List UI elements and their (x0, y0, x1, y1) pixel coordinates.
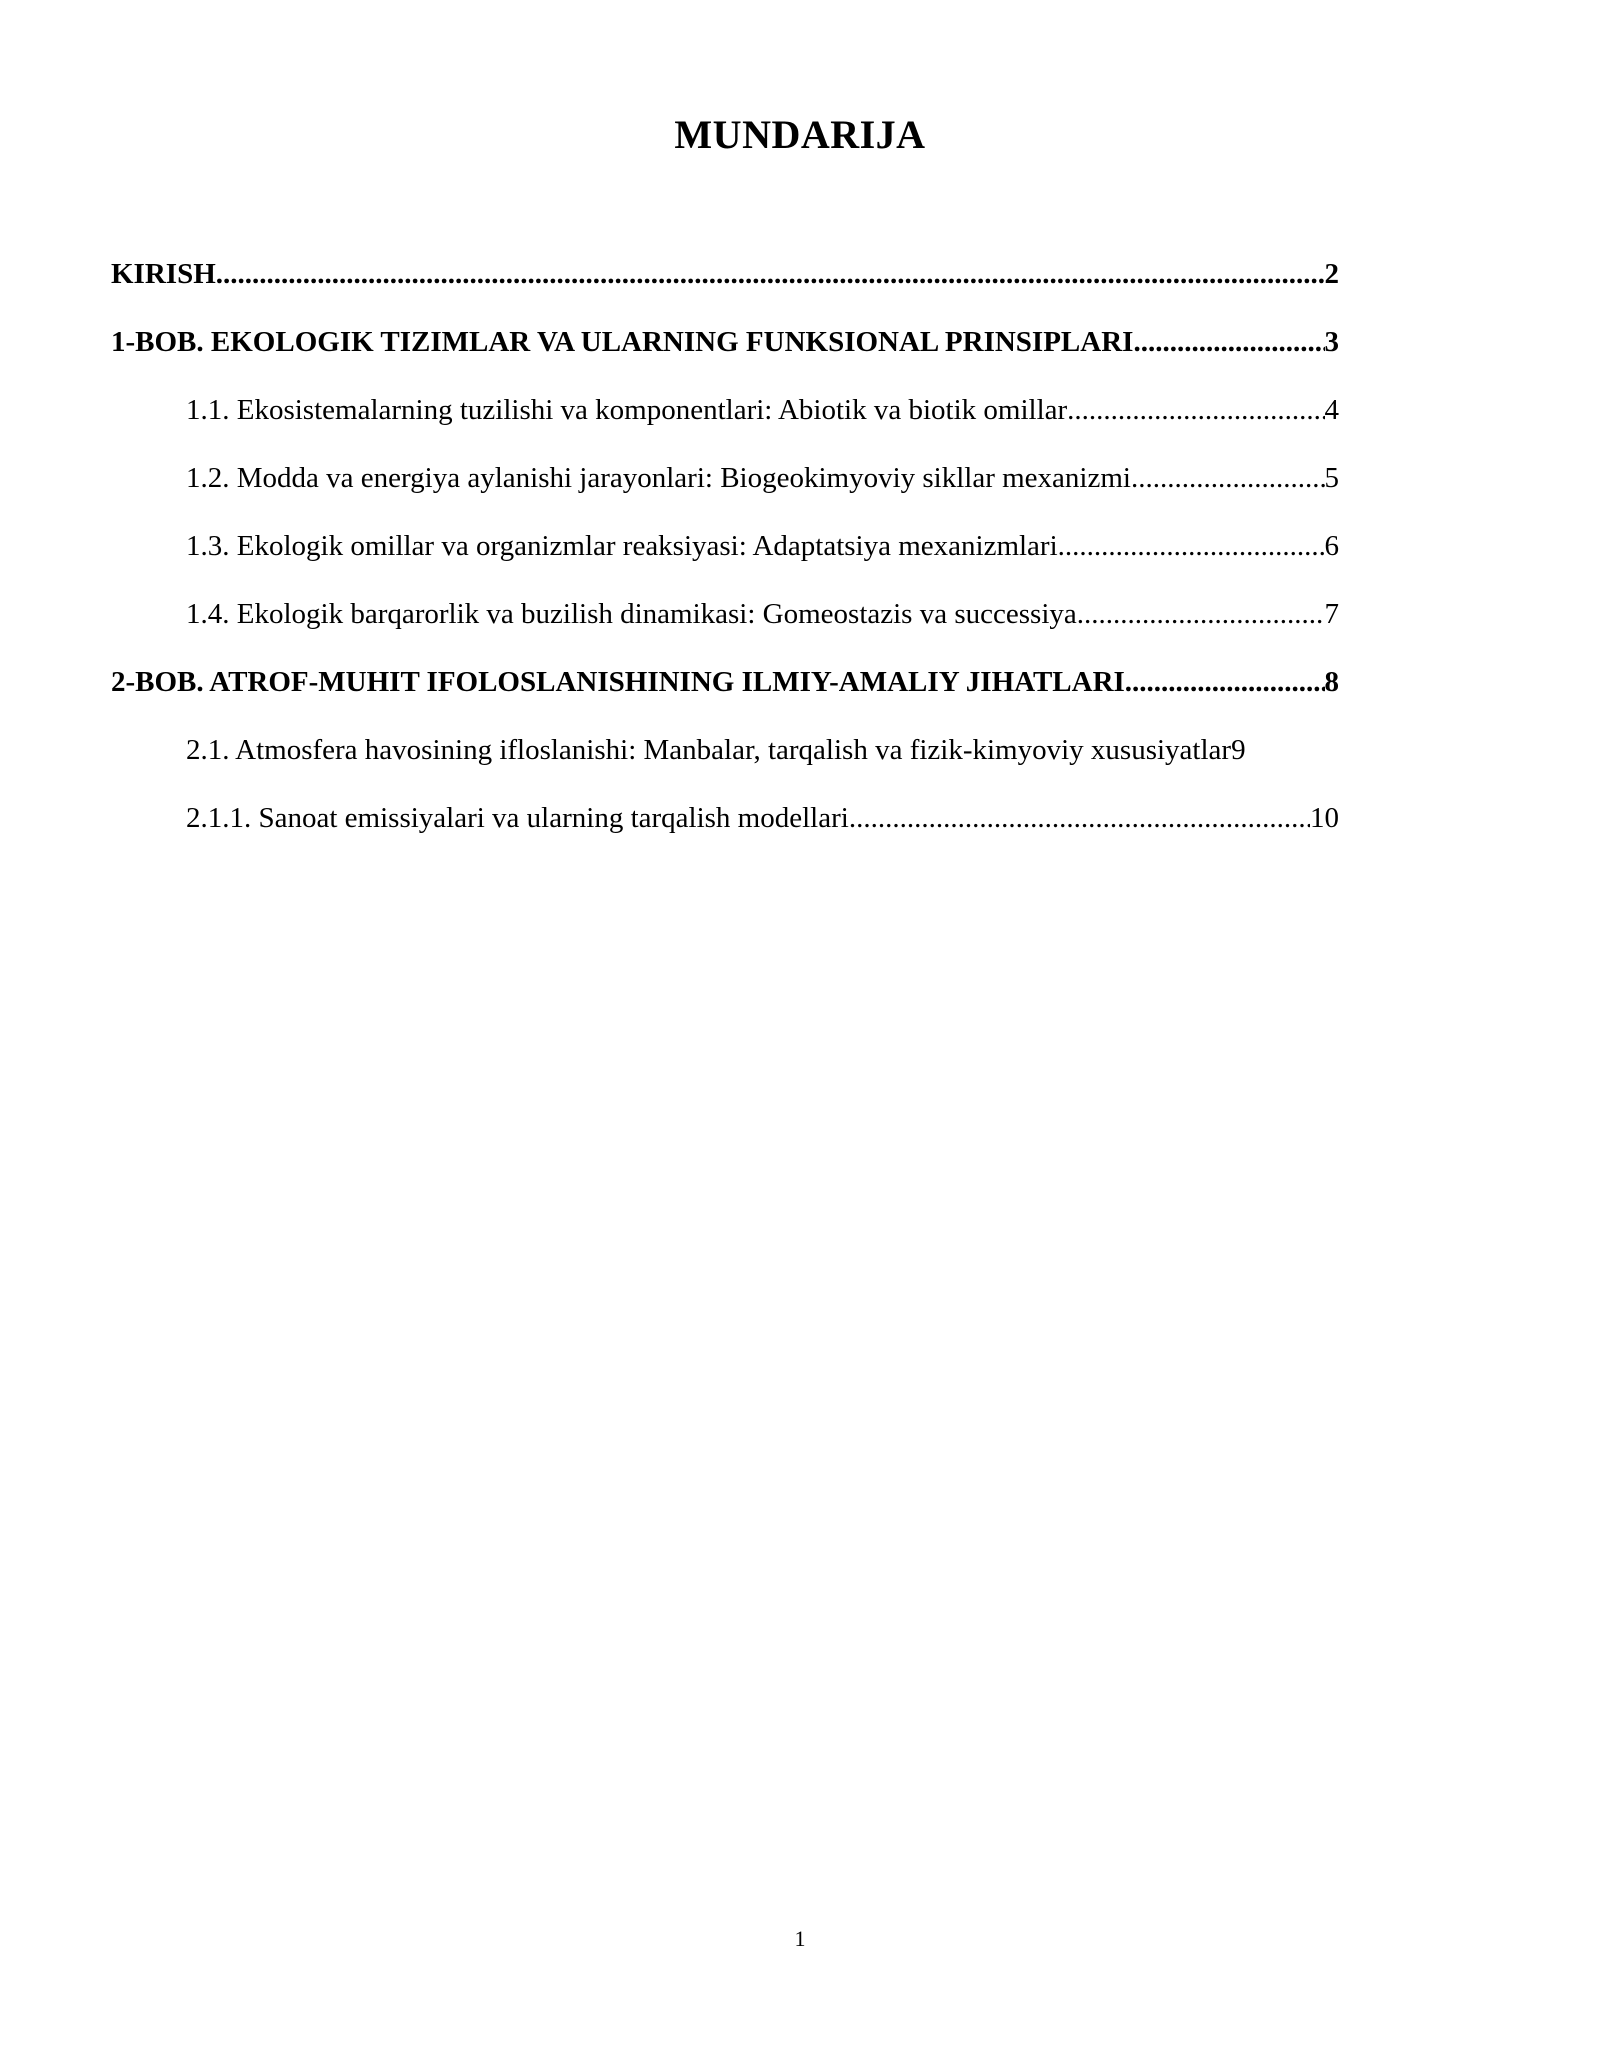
dot-leader (1067, 388, 1324, 432)
dot-leader (216, 252, 1325, 296)
dot-leader (1131, 456, 1325, 500)
toc-entry-title: KIRISH (111, 258, 216, 290)
dot-leader (1133, 320, 1324, 364)
page-title: MUNDARIJA (674, 112, 926, 157)
toc-entry-section-2-1[interactable] (111, 728, 1339, 796)
toc-entry-title: 1.3. Ekologik omillar va organizmlar reaksiyasi: Adaptatsiya mexanizmlari (186, 530, 1058, 562)
toc-entry-section-1-1[interactable] (111, 388, 1339, 456)
toc-entry-page: 5 (1324, 462, 1339, 494)
dot-leader (1077, 592, 1325, 636)
toc-entry-section-2-1-1[interactable] (111, 796, 1339, 864)
toc-entry-section-1-3[interactable] (111, 524, 1339, 592)
toc-entry-page: 4 (1324, 394, 1339, 426)
toc-entry-section-1-4[interactable] (111, 592, 1339, 660)
dot-leader (1125, 660, 1325, 704)
dot-leader (1058, 524, 1325, 568)
toc-entry-page: 3 (1324, 326, 1339, 358)
toc-entry-chapter-1[interactable] (111, 320, 1339, 388)
toc-entry-page: 8 (1324, 666, 1339, 698)
toc-entry-title: 1-BOB. EKOLOGIK TIZIMLAR VA ULARNING FUNKSIONAL PRINSIPLARI (111, 326, 1134, 358)
toc-entry-page: 9 (1231, 734, 1246, 766)
toc-entry-kirish[interactable] (111, 252, 1339, 320)
toc-entry-section-1-2[interactable] (111, 456, 1339, 524)
toc-entry-title: 1.1. Ekosistemalarning tuzilishi va komponentlari: Abiotik va biotik omillar (186, 394, 1068, 426)
toc-entry-page: 6 (1324, 530, 1339, 562)
toc-entry-title: 2.1.1. Sanoat emissiyalari va ularning tarqalish modellari (186, 802, 849, 834)
dot-leader (849, 796, 1310, 840)
toc-entry-page: 10 (1310, 802, 1339, 834)
toc-entry-title: 1.4. Ekologik barqarorlik va buzilish dinamikasi: Gomeostazis va successiya (186, 598, 1077, 630)
page-number: 1 (794, 1926, 806, 1951)
toc-entry-title: 2.1. Atmosfera havosining ifloslanishi: Manbalar, tarqalish va fizik-kimyoviy xususiyatlar (186, 734, 1232, 766)
toc-entry-page: 2 (1324, 258, 1339, 290)
toc-entry-title: 2-BOB. ATROF-MUHIT IFOLOSLANISHINING ILMIY-AMALIY JIHATLARI (111, 666, 1125, 698)
toc-entry-page: 7 (1324, 598, 1339, 630)
toc-entry-title: 1.2. Modda va energiya aylanishi jarayonlari: Biogeokimyoviy sikllar mexanizmi (186, 462, 1131, 494)
toc-entry-chapter-2[interactable] (111, 660, 1339, 728)
table-of-contents (111, 252, 1339, 864)
